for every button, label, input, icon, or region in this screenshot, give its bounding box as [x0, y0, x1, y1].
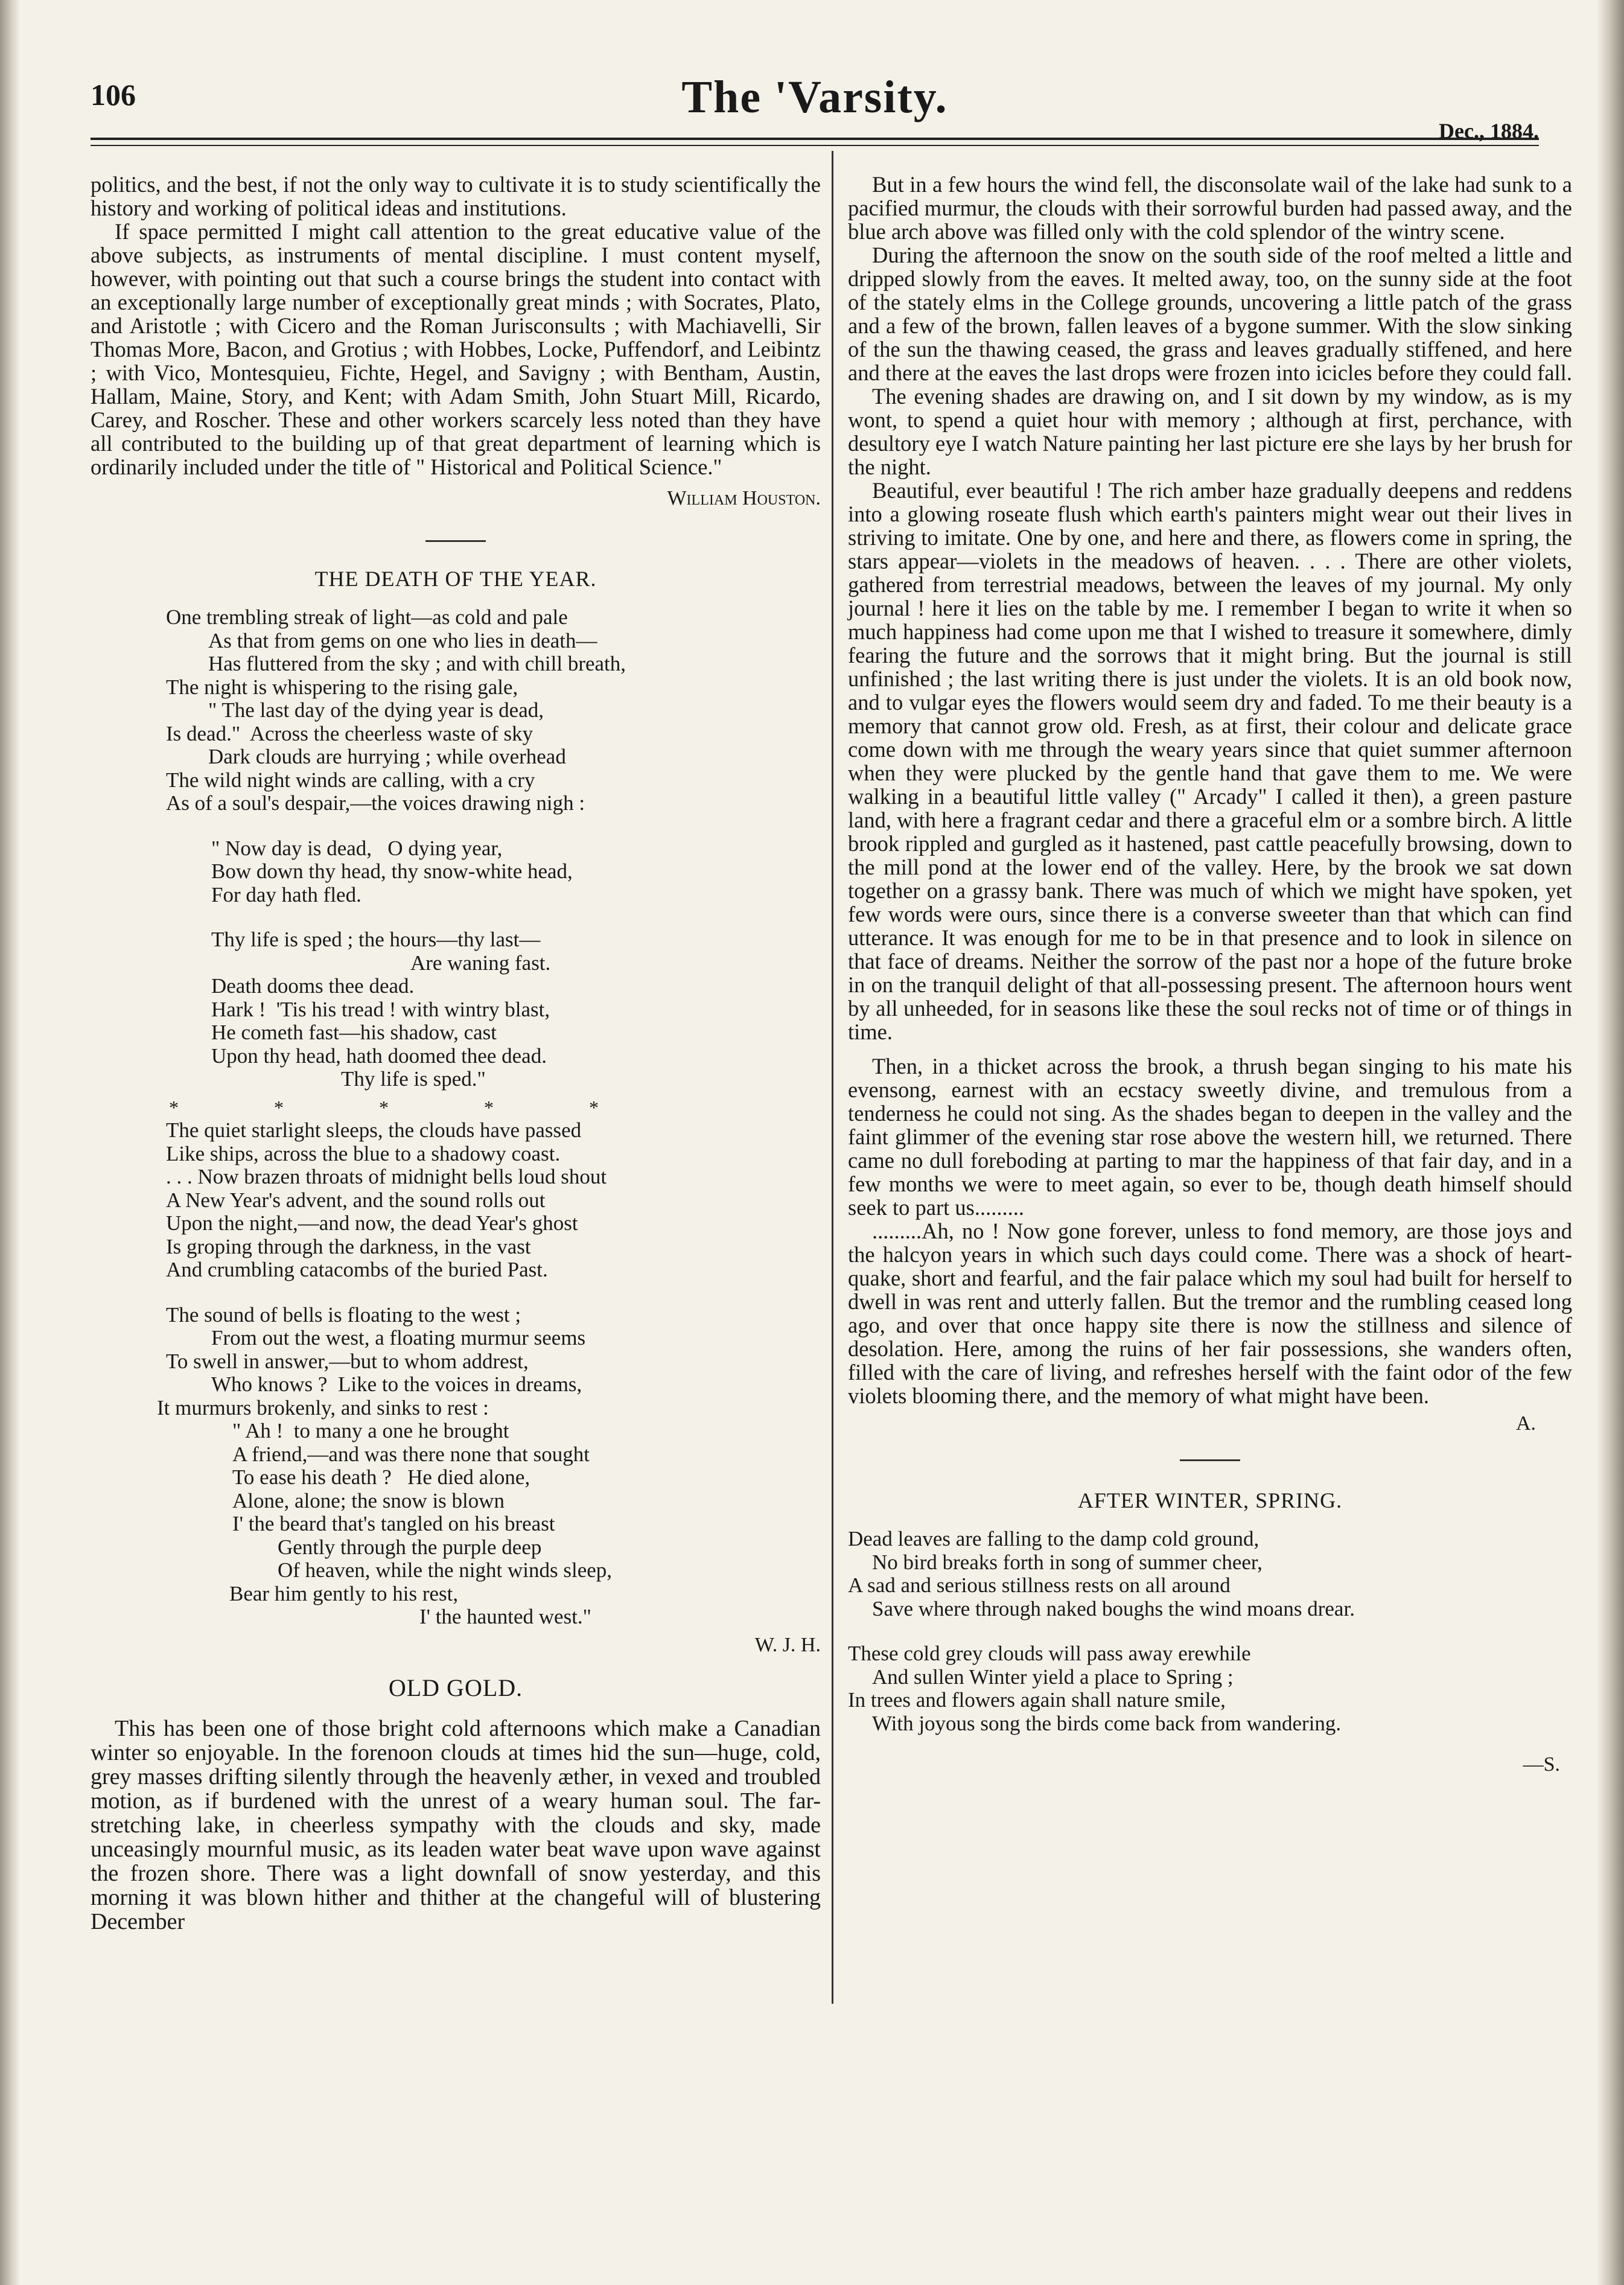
page-edge-left: [0, 0, 21, 2285]
poem-line: Upon the night,—and now, the dead Year's ghost: [166, 1211, 578, 1235]
page-header: [91, 71, 1539, 143]
poem-line: " Ah ! to many a one he brought: [232, 1419, 509, 1442]
poem-line: Save where through naked boughs the wind moans drear.: [872, 1596, 1355, 1621]
poem-line: Thy life is sped ; the hours—thy last—: [211, 928, 541, 951]
right-column: [848, 173, 1572, 1776]
poem-line: Like ships, across the blue to a shadowy coast.: [166, 1141, 561, 1165]
poem-line: In trees and flowers again shall nature smile,: [848, 1688, 1226, 1712]
poem-line: I' the haunted west.": [419, 1605, 591, 1628]
poem-line: No bird breaks forth in song of summer cheer,: [872, 1550, 1263, 1574]
poem-line: Has fluttered from the sky ; and with chill breath,: [208, 652, 626, 675]
essay-paragraph: Beautiful, ever beautiful ! The rich amber haze gradually deepens and reddens into a glowing roseate flush which earth's painters might wear out their lives in striving to imitate. One by one, and here and there, as flowers come in spring, the stars appear—violets in the meadows of heaven. . . . There are other violets, gathered from terrestrial meadows, between the leaves of my journal. My only journal ! here it lies on the table by me. I remember I began to write it when so much happiness had come upon me that I wished to treasure it somewhere, dimly fearing the future and the sorrows that it might bring. But the journal is still unfinished ; the last writing there is just under the violets. It is an old book now, and to vulgar eyes the flowers would seem dry and faded. To me their beauty is a memory that cannot grow old. Fresh, as at first, their colour and delicate grace come down with me through the weary years since that quiet summer afternoon when they were plucked by the gentle hand that gave them to me. We were walking in a beautiful little valley (" Arcady" I called it then), a green pasture land, with here a fragrant cedar and there a graceful elm or a sombre birch. A little brook rippled and gurgled as it hastened, past cattle peacefully browsing, down to the mill pond at the lower end of the valley. Here, by the brook we sat down together on a grassy bank. There was much of which we might have spoken, yet few words were ours, since there is a converse sweeter than that which can find utterance. It was enough for me to be in that presence and to look in silence on that face of dreams. Neither the sorrow of the past nor a hope of the future broke in on the tranquil delight of that all-possessing present. The afternoon hours went by all unheeded, for in seasons like these the soul recks not of time or of things in time.: [848, 478, 1572, 1044]
essay-paragraph: The evening shades are drawing on, and I sit down by my window, as is my wont, to spend a quiet hour with memory ; although at first, perchance, with desultory eye I watch Nature painting her last picture ere she lays by her brush for the night.: [848, 384, 1572, 479]
poem-line: . . . Now brazen throats of midnight bells loud shout: [166, 1165, 607, 1188]
page-number: 106: [91, 78, 136, 112]
poem-death-of-the-year: [91, 606, 821, 1629]
poem-line: With joyous song the birds come back from wandering.: [872, 1711, 1342, 1735]
issue-date: Dec., 1884.: [1439, 119, 1539, 143]
poem-line: One trembling streak of light—as cold and pale: [166, 605, 568, 629]
poem-line: Alone, alone; the snow is blown: [232, 1488, 505, 1512]
poem-line: From out the west, a floating murmur seems: [211, 1326, 586, 1350]
essay-paragraph: But in a few hours the wind fell, the disconsolate wail of the lake had sunk to a pacified murmur, the clouds with their sorrowful burden had passed away, and the blue arch above was filled only with the cold splendor of the wintry scene.: [848, 172, 1572, 244]
essay-paragraph: If space permitted I might call attention to the great educative value of the above subjects, as instruments of mental discipline. I must content myself, however, with pointing out that such a course brings the student into contact with an exceptionally large number of exceptionally great minds ; with Socrates, Plato, and Aristotle ; with Cicero and the Roman Jurisconsults ; with Machiavelli, Sir Thomas More, Bacon, and Grotius ; with Hobbes, Locke, Puffendorf, and Leibintz ; with Vico, Montesquieu, Fichte, Hegel, and Savigny ; with Bentham, Austin, Hallam, Maine, Story, and Kent; with Adam Smith, John Stuart Mill, Ricardo, Carey, and Roscher. These and other workers scarcely less noted than they have all contributed to the building up of that great department of learning which is ordinarily included under the title of " Historical and Political Science.": [91, 219, 821, 479]
poem-line: Death dooms thee dead.: [211, 974, 415, 998]
poem-line: Who knows ? Like to the voices in dreams,: [211, 1372, 582, 1396]
section-divider: [1180, 1459, 1240, 1461]
poem-line: Gently through the purple deep: [278, 1535, 542, 1559]
poem-line: These cold grey clouds will pass away erewhile: [848, 1642, 1251, 1665]
essay-paragraph: This has been one of those bright cold afternoons which make a Canadian winter so enjoyable. In the forenoon clouds at times hid the sun—huge, cold, grey masses drifting silently through the heavenly æther, in vexed and troubled motion, as if burdened with the unrest of a weary human soul. The far-stretching lake, in cheerless sympathy with the clouds and sky, made unceasingly mournful music, as its leaden water beat wave upon wave against the frozen shore. There was a light downfall of snow yesterday, and this morning it was blown hither and thither at the changeful will of blustering December: [91, 1715, 821, 1934]
poem-line: The quiet starlight sleeps, the clouds have passed: [166, 1118, 582, 1142]
poem-line: " Now day is dead, O dying year,: [211, 836, 503, 860]
section-asterisks: * * * * *: [169, 1096, 599, 1118]
poem-line: He cometh fast—his shadow, cast: [211, 1021, 497, 1044]
poem-line: Hark ! 'Tis his tread ! with wintry blast,: [211, 997, 550, 1021]
poem-line: I' the beard that's tangled on his breast: [232, 1512, 555, 1535]
column-divider: [832, 151, 833, 2004]
poem-line: As that from gems on one who lies in death—: [208, 628, 597, 652]
poem-line: A sad and serious stillness rests on all around: [848, 1573, 1231, 1597]
essay-signature: A.: [1515, 1412, 1536, 1435]
essay-paragraph: politics, and the best, if not the only way to cultivate it is to study scientifically the history and working of political ideas and institutions.: [91, 172, 821, 220]
poem-line: Dark clouds are hurrying ; while overhead: [208, 745, 566, 768]
essay-paragraph: During the afternoon the snow on the south side of the roof melted a little and dripped slowly from the eaves. It melted away, too, on the sunny side at the foot of the stately elms in the College grounds, uncovering a little patch of the grass and a few of the brown, fallen leaves of a bygone summer. With the slow sinking of the sun the thawing ceased, the grass and leaves gradually stiffened, and here and there at the eaves the last drops were frozen into icicles before they could fall.: [848, 243, 1572, 385]
poem-line: To swell in answer,—but to whom addrest,: [166, 1349, 529, 1373]
poem-line: Of heaven, while the night winds sleep,: [278, 1558, 613, 1582]
poem-line: Bear him gently to his rest,: [229, 1581, 459, 1605]
header-rule-thin: [91, 145, 1539, 146]
poem-line: Are waning fast.: [410, 951, 551, 975]
poem-line: The wild night winds are calling, with a cry: [166, 768, 535, 792]
header-rule: [91, 138, 1539, 140]
poem-title: THE DEATH OF THE YEAR.: [314, 567, 597, 591]
poem-line: For day hath fled.: [211, 882, 361, 907]
essay-signature: William Houston.: [667, 487, 821, 509]
poem-line: Dead leaves are falling to the damp cold ground,: [848, 1527, 1259, 1550]
poem-line: Bow down thy head, thy snow-white head,: [211, 859, 573, 883]
poem-line: A New Year's advent, and the sound rolls out: [166, 1188, 546, 1212]
poem-line: Upon thy head, hath doomed thee dead.: [211, 1044, 547, 1068]
essay-paragraph: .........Ah, no ! Now gone forever, unless to fond memory, are those joys and the halcyon years in which such days could come. There was a shock of heart-quake, short and fearful, and the fair palace which my soul had built for herself to dwell in was rent and utterly fallen. But the tremor and the rumbling ceased long ago, and over that once happy site there is now the stillness and silence of desolation. Here, among the ruins of her fair possessions, she wanders often, filled with the care of living, and refreshes herself with the faint odor of the few violets blooming there, and the memory of what might have been.: [848, 1219, 1572, 1408]
poem-line: It murmurs brokenly, and sinks to rest :: [157, 1395, 489, 1420]
poem-line: The night is whispering to the rising gale,: [166, 675, 518, 699]
poem-line: Thy life is sped.": [341, 1067, 486, 1091]
poem-line: And crumbling catacombs of the buried Past.: [166, 1258, 548, 1281]
left-column: [91, 173, 821, 1934]
poem-line: As of a soul's despair,—the voices drawing nigh :: [166, 791, 585, 815]
poem-line: Is dead." Across the cheerless waste of sky: [166, 721, 533, 745]
poem-line: A friend,—and was there none that sought: [232, 1442, 590, 1466]
essay-title: OLD GOLD.: [388, 1674, 523, 1701]
poem-line: " The last day of the dying year is dead,: [208, 698, 544, 722]
page-edge-right: [1596, 0, 1624, 2285]
poem-line: And sullen Winter yield a place to Spring ;: [872, 1665, 1234, 1689]
poem-signature: W. J. H.: [754, 1633, 821, 1656]
poem-after-winter-spring: [848, 1528, 1572, 1735]
masthead-title: The 'Varsity.: [681, 72, 948, 123]
poem-line: Is groping through the darkness, in the vast: [166, 1234, 531, 1258]
poem-title: AFTER WINTER, SPRING.: [1077, 1488, 1343, 1512]
poem-line: The sound of bells is floating to the west ;: [166, 1302, 521, 1327]
section-divider: [425, 540, 486, 542]
essay-paragraph: Then, in a thicket across the brook, a thrush began singing to his mate his evensong, earnest with an ecstacy sweetly divine, and tremulous from a tenderness he could not sing. As the shades began to deepen in the valley and the faint glimmer of the evening star rose above the western hill, we returned. There came no dull foreboding at parting to mar the happiness of that fair day, and in a few months we were to meet again, so ever to be, though death himself should seek to part us.........: [848, 1054, 1572, 1220]
poem-line: To ease his death ? He died alone,: [232, 1465, 530, 1489]
poem-signature: —S.: [1523, 1753, 1560, 1776]
